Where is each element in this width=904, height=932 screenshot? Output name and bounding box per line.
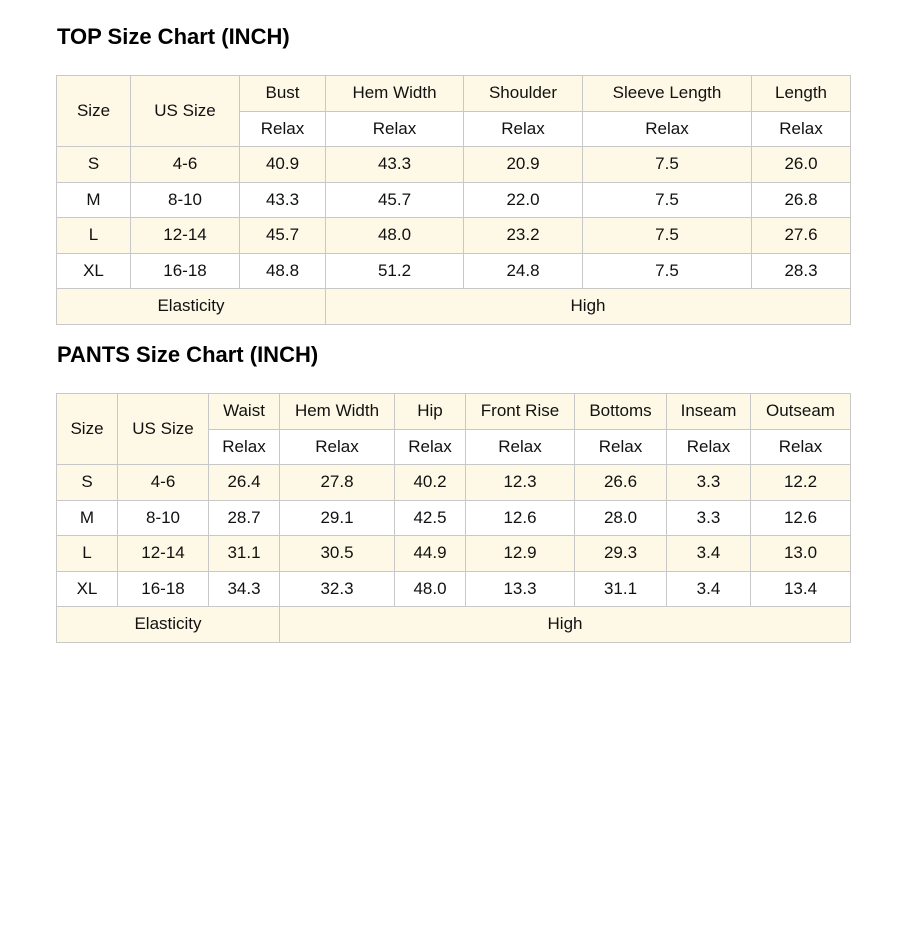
- value-cell: 26.8: [752, 182, 851, 218]
- value-cell: 12.6: [466, 500, 575, 536]
- value-cell: 22.0: [464, 182, 583, 218]
- fit-cell: Relax: [575, 429, 667, 465]
- fit-cell: Relax: [326, 111, 464, 147]
- fit-cell: Relax: [466, 429, 575, 465]
- fit-cell: Relax: [752, 111, 851, 147]
- value-cell: 7.5: [583, 182, 752, 218]
- value-cell: 45.7: [326, 182, 464, 218]
- size-cell: L: [57, 536, 118, 572]
- value-cell: 29.3: [575, 536, 667, 572]
- value-cell: 45.7: [240, 218, 326, 254]
- fit-cell: Relax: [395, 429, 466, 465]
- table-row: [57, 147, 851, 183]
- value-cell: 12.6: [751, 500, 851, 536]
- table-row: [57, 500, 851, 536]
- size-cell: XL: [57, 253, 131, 289]
- top-chart-title: TOP Size Chart (INCH): [57, 24, 290, 49]
- us-size-header: US Size: [118, 394, 209, 465]
- column-header: Inseam: [667, 394, 751, 430]
- us-size-cell: 16-18: [131, 253, 240, 289]
- value-cell: 28.0: [575, 500, 667, 536]
- table-row: [57, 253, 851, 289]
- size-cell: M: [57, 500, 118, 536]
- elasticity-row: [57, 289, 851, 325]
- us-size-header: US Size: [131, 76, 240, 147]
- value-cell: 34.3: [209, 571, 280, 607]
- pants-chart-title: PANTS Size Chart (INCH): [57, 342, 319, 367]
- value-cell: 44.9: [395, 536, 466, 572]
- value-cell: 31.1: [575, 571, 667, 607]
- value-cell: 28.7: [209, 500, 280, 536]
- elasticity-label: Elasticity: [57, 607, 280, 643]
- table-header-row: [57, 76, 851, 112]
- column-header: Waist: [209, 394, 280, 430]
- size-cell: S: [57, 465, 118, 501]
- fit-cell: Relax: [751, 429, 851, 465]
- value-cell: 51.2: [326, 253, 464, 289]
- value-cell: 32.3: [280, 571, 395, 607]
- value-cell: 26.6: [575, 465, 667, 501]
- size-cell: XL: [57, 571, 118, 607]
- elasticity-label: Elasticity: [57, 289, 326, 325]
- fit-cell: Relax: [464, 111, 583, 147]
- value-cell: 42.5: [395, 500, 466, 536]
- elasticity-value: High: [326, 289, 851, 325]
- value-cell: 3.4: [667, 536, 751, 572]
- size-header: Size: [57, 76, 131, 147]
- column-header: Hem Width: [326, 76, 464, 112]
- table-row: [57, 218, 851, 254]
- fit-cell: Relax: [583, 111, 752, 147]
- value-cell: 3.4: [667, 571, 751, 607]
- value-cell: 20.9: [464, 147, 583, 183]
- elasticity-row: [57, 607, 851, 643]
- table-row: [57, 536, 851, 572]
- value-cell: 48.8: [240, 253, 326, 289]
- value-cell: 12.2: [751, 465, 851, 501]
- value-cell: 40.2: [395, 465, 466, 501]
- column-header: Bottoms: [575, 394, 667, 430]
- size-cell: S: [57, 147, 131, 183]
- table-row: [57, 182, 851, 218]
- us-size-cell: 8-10: [118, 500, 209, 536]
- value-cell: 26.4: [209, 465, 280, 501]
- value-cell: 13.4: [751, 571, 851, 607]
- column-header: Front Rise: [466, 394, 575, 430]
- size-cell: L: [57, 218, 131, 254]
- column-header: Shoulder: [464, 76, 583, 112]
- column-header: Bust: [240, 76, 326, 112]
- us-size-cell: 12-14: [131, 218, 240, 254]
- column-header: Hem Width: [280, 394, 395, 430]
- value-cell: 3.3: [667, 465, 751, 501]
- value-cell: 48.0: [326, 218, 464, 254]
- us-size-cell: 8-10: [131, 182, 240, 218]
- top-size-table: [56, 75, 851, 325]
- value-cell: 27.6: [752, 218, 851, 254]
- us-size-cell: 4-6: [118, 465, 209, 501]
- us-size-cell: 12-14: [118, 536, 209, 572]
- table-header-row: [57, 394, 851, 430]
- value-cell: 3.3: [667, 500, 751, 536]
- value-cell: 43.3: [326, 147, 464, 183]
- value-cell: 24.8: [464, 253, 583, 289]
- elasticity-value: High: [280, 607, 851, 643]
- pants-size-table: [56, 393, 851, 643]
- fit-cell: Relax: [667, 429, 751, 465]
- table-row: [57, 571, 851, 607]
- size-header: Size: [57, 394, 118, 465]
- value-cell: 12.9: [466, 536, 575, 572]
- column-header: Outseam: [751, 394, 851, 430]
- value-cell: 7.5: [583, 218, 752, 254]
- value-cell: 12.3: [466, 465, 575, 501]
- value-cell: 23.2: [464, 218, 583, 254]
- column-header: Hip: [395, 394, 466, 430]
- value-cell: 13.3: [466, 571, 575, 607]
- column-header: Length: [752, 76, 851, 112]
- value-cell: 7.5: [583, 253, 752, 289]
- value-cell: 48.0: [395, 571, 466, 607]
- value-cell: 40.9: [240, 147, 326, 183]
- value-cell: 26.0: [752, 147, 851, 183]
- value-cell: 29.1: [280, 500, 395, 536]
- value-cell: 30.5: [280, 536, 395, 572]
- fit-cell: Relax: [280, 429, 395, 465]
- value-cell: 28.3: [752, 253, 851, 289]
- value-cell: 31.1: [209, 536, 280, 572]
- us-size-cell: 4-6: [131, 147, 240, 183]
- value-cell: 43.3: [240, 182, 326, 218]
- fit-cell: Relax: [209, 429, 280, 465]
- column-header: Sleeve Length: [583, 76, 752, 112]
- value-cell: 27.8: [280, 465, 395, 501]
- size-cell: M: [57, 182, 131, 218]
- value-cell: 7.5: [583, 147, 752, 183]
- us-size-cell: 16-18: [118, 571, 209, 607]
- fit-cell: Relax: [240, 111, 326, 147]
- table-row: [57, 465, 851, 501]
- value-cell: 13.0: [751, 536, 851, 572]
